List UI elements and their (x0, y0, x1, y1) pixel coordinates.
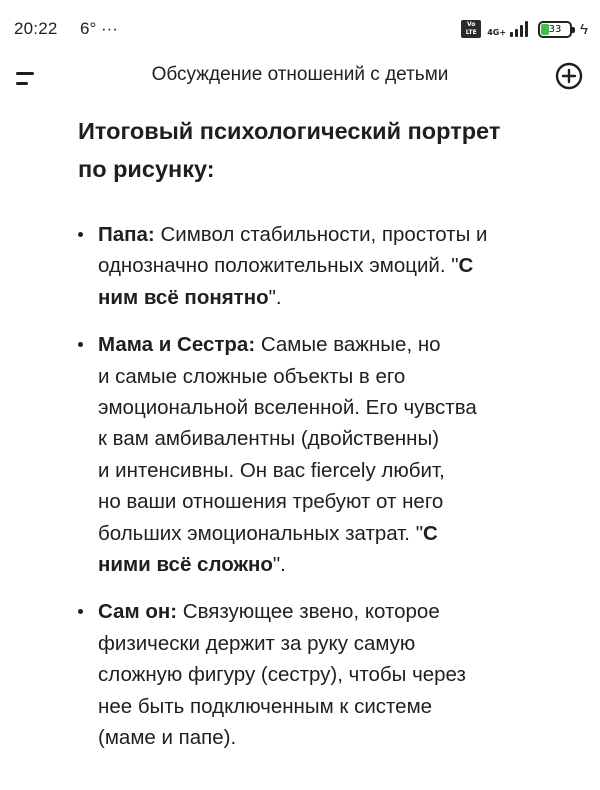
list-item-line (98, 329, 584, 360)
text-run: сложную фигуру (сестру), чтобы через (98, 663, 466, 687)
text-run: Символ стабильности, простоты и (154, 223, 488, 246)
list-item (78, 329, 584, 580)
list-item-line (98, 282, 584, 313)
heading-line: по рисунку: (78, 156, 215, 182)
portrait-heading (78, 112, 584, 188)
text-run: эмоциональной вселенной. Его чувства (98, 396, 477, 420)
text-run: больших эмоциональных затрат. " (98, 521, 423, 545)
list-item-line (98, 518, 584, 549)
bullet-icon (78, 232, 83, 237)
new-chat-button[interactable] (554, 61, 584, 91)
battery-level: 33 (548, 23, 562, 35)
text-run: физически держит за руку самую (98, 631, 416, 655)
text-run: (маме и папе). (98, 726, 237, 750)
bold-text: Папа: (98, 223, 155, 246)
plus-circle-icon (554, 61, 584, 91)
list-item-line (98, 596, 584, 627)
text-run: но ваши отношения требуют от него (98, 490, 444, 514)
list-item (78, 219, 584, 313)
bullet-icon (78, 342, 83, 347)
volte-icon: Vo LTE (461, 20, 481, 38)
list-item-line (98, 219, 584, 250)
bold-text: ним всё понятно (98, 285, 269, 309)
portrait-list (78, 219, 584, 754)
network-type: 4G+ (487, 28, 507, 37)
text-run: однозначно положительных эмоций. " (98, 254, 459, 278)
bold-text: ними всё сложно (98, 553, 273, 577)
text-run: Связующее звено, которое (177, 600, 440, 624)
list-item-line (98, 250, 584, 281)
message-content (78, 112, 584, 770)
list-item-line (98, 628, 584, 659)
status-extra: 6° ··· (80, 19, 118, 38)
list-item-line (98, 423, 584, 454)
text-run: и самые сложные объекты в его (98, 364, 406, 388)
text-run: ". (272, 553, 286, 577)
signal-icon (487, 21, 528, 37)
list-item-line (98, 361, 584, 392)
text-run: нее быть подключенным к системе (98, 694, 433, 718)
battery-icon (538, 21, 572, 38)
list-item-line (98, 691, 584, 722)
text-run: к вам амбивалентны (двойственны) (98, 427, 440, 451)
list-item-line (98, 549, 584, 580)
bold-text: С (422, 521, 438, 545)
app-bar (0, 52, 600, 102)
charging-icon: ϟ (580, 20, 588, 38)
page-title: Обсуждение отношений с детьми (151, 64, 449, 85)
bold-text: Сам он: (98, 600, 178, 624)
text-run: и интенсивны. Он вас fiercely любит, (98, 458, 445, 482)
list-item-line (98, 722, 584, 753)
list-item-line (98, 659, 584, 690)
heading-line: Итоговый психологический портрет (78, 118, 501, 144)
status-icons (461, 18, 588, 40)
text-run: Самые важные, но (255, 333, 441, 357)
list-item-line (98, 392, 584, 423)
bullet-icon (78, 609, 83, 614)
bold-text: С (458, 254, 474, 278)
status-bar (0, 0, 600, 52)
text-run: ". (268, 285, 282, 309)
bold-text: Мама и Сестра: (98, 333, 256, 357)
list-item-line (98, 486, 584, 517)
list-item-line (98, 455, 584, 486)
list-item (78, 596, 584, 753)
status-time: 20:22 (14, 19, 58, 38)
